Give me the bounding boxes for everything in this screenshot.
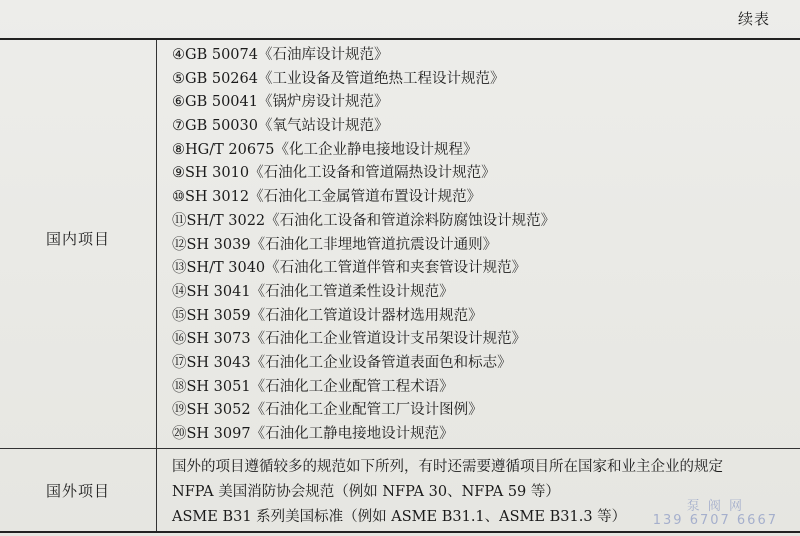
domestic-standards-list xyxy=(172,44,555,447)
watermark-line: 泵 阀 网 xyxy=(686,499,744,514)
standard-item: ⑭SH 3041《石油化工管道柔性设计规范》 xyxy=(172,283,454,300)
standard-item: ⑨SH 3010《石油化工设备和管道隔热设计规范》 xyxy=(172,165,496,182)
standard-item: ⑮SH 3059《石油化工管道设计器材选用规范》 xyxy=(172,307,483,324)
column-divider xyxy=(156,40,157,531)
foreign-standard-line: NFPA 美国消防协会规范（例如 NFPA 30、NFPA 59 等） xyxy=(172,484,560,500)
standard-item: ⑥GB 50041《锅炉房设计规范》 xyxy=(172,94,389,111)
continued-label: 续表 xyxy=(737,10,770,28)
standard-item: ⑳SH 3097《石油化工静电接地设计规范》 xyxy=(172,426,454,442)
standard-item: ⑲SH 3052《石油化工企业配管工厂设计图例》 xyxy=(172,402,483,419)
watermark-line: 139 6707 6667 xyxy=(652,513,778,528)
standard-item: ⑩SH 3012《石油化工金属管道布置设计规范》 xyxy=(172,189,482,206)
standard-item: ⑯SH 3073《石油化工企业管道设计支吊架设计规范》 xyxy=(172,331,527,348)
category-foreign: 国外项目 xyxy=(45,482,110,500)
standard-item: ④GB 50074《石油库设计规范》 xyxy=(172,47,389,63)
standard-item: ⑤GB 50264《工业设备及管道绝热工程设计规范》 xyxy=(172,70,505,87)
standard-item: ⑪SH/T 3022《石油化工设备和管道涂料防腐蚀设计规范》 xyxy=(172,212,556,229)
foreign-intro-line: 国外的项目遵循较多的规范如下所列，有时还需要遵循项目所在国家和业主企业的规定 xyxy=(172,459,723,475)
standard-item: ⑬SH/T 3040《石油化工管道伴管和夹套管设计规范》 xyxy=(172,260,527,277)
foreign-standard-line: ASME B31 系列美国标准（例如 ASME B31.1、ASME B31.3 等） xyxy=(172,509,627,525)
standard-item: ⑱SH 3051《石油化工企业配管工程术语》 xyxy=(172,378,454,395)
standard-item: ⑰SH 3043《石油化工企业设备管道表面色和标志》 xyxy=(172,354,512,371)
standard-item: ⑦GB 50030《氧气站设计规范》 xyxy=(172,118,389,135)
foreign-standards-text xyxy=(172,455,723,530)
watermark xyxy=(653,500,778,528)
standard-item: ⑫SH 3039《石油化工非埋地管道抗震设计通则》 xyxy=(172,236,498,253)
standard-item: ⑧HG/T 20675《化工企业静电接地设计规程》 xyxy=(172,141,478,158)
category-domestic: 国内项目 xyxy=(45,230,110,248)
